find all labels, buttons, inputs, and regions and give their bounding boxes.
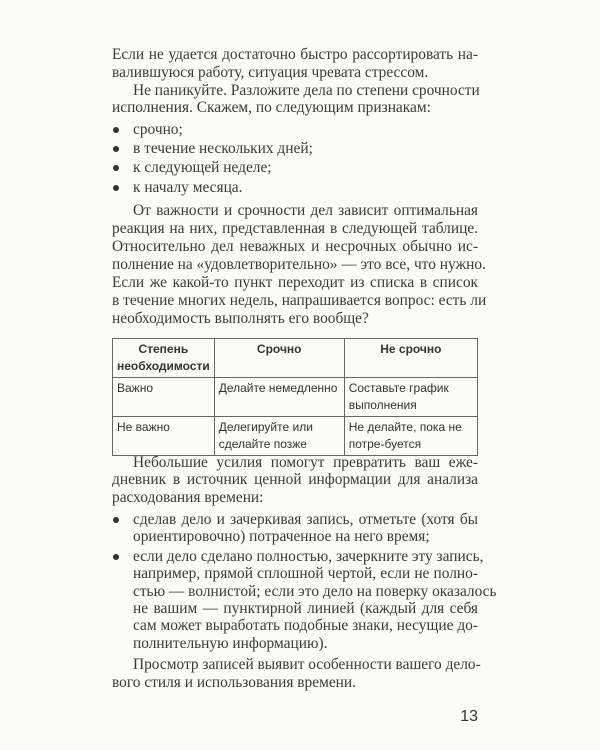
list-item-line: сделав дело и зачеркивая запись, отметьте (хотя бы	[133, 511, 478, 528]
table-row	[113, 417, 478, 456]
table-cell: Не важно	[113, 417, 215, 456]
page-number: 13	[460, 708, 478, 725]
table-cell: Не делайте, пока не потре-буется	[344, 417, 477, 456]
bullet-icon	[113, 165, 119, 171]
table-cell: Делайте немедленно	[214, 378, 344, 417]
paragraph-line: исполнения. Скажем, по следующим признакам:	[112, 99, 431, 116]
list-item: к следующей неделе;	[133, 159, 272, 176]
paragraph-line: реакция на них, представленная в следующей таблице.	[112, 220, 478, 237]
bullet-icon	[113, 554, 119, 560]
paragraph-line: Просмотр записей выявит особенности вашего дело-	[133, 656, 481, 673]
paragraph-line: Относительно дел неважных и несрочных обычно ис-	[112, 238, 478, 255]
list-item-line: например, прямой сплошной чертой, если не полно-	[133, 565, 478, 582]
table-row	[113, 378, 478, 417]
urgency-importance-table	[112, 338, 478, 456]
table-header: Не срочно	[344, 339, 477, 378]
paragraph-line: валившуюся работу, ситуация чревата стрессом.	[112, 64, 429, 81]
list-item-line: сам может выработать подобные знаки, несущие до-	[133, 617, 478, 634]
bullet-icon	[113, 517, 119, 523]
list-item-line: стью — волнистой; если это дело на поверку оказалось	[133, 583, 497, 600]
bullet-icon	[113, 127, 119, 133]
list-item-line: если дело сделано полностью, зачеркните эту запись,	[133, 548, 484, 565]
table-header: Степень необходимости	[113, 339, 215, 378]
table-cell: Составьте график выполнения	[344, 378, 477, 417]
list-item-line: не вашим — пунктирной линией (каждый для себя	[133, 600, 478, 617]
list-item: в течение нескольких дней;	[133, 140, 313, 157]
paragraph-line: полнение на «удовлетворительно» — это все, что нужно.	[112, 256, 486, 273]
table-header: Срочно	[214, 339, 344, 378]
paragraph-line: Если не удается достаточно быстро рассортировать на-	[112, 46, 478, 63]
list-item-line: ориентировочно) потраченное на него время;	[133, 528, 430, 545]
paragraph-line: Не паникуйте. Разложите дела по степени срочности	[133, 82, 480, 99]
paragraph-line: расходования времени:	[112, 489, 264, 506]
paragraph-line: вого стиля и использования времени.	[112, 674, 356, 691]
table-cell: Важно	[113, 378, 215, 417]
list-item-line: полнительную информацию).	[133, 635, 328, 652]
bullet-icon	[113, 185, 119, 191]
paragraph-line: дневник в источник ценной информации для анализа	[112, 471, 478, 488]
paragraph-line: От важности и срочности дел зависит оптимальная	[133, 202, 478, 219]
list-item: срочно;	[133, 121, 183, 138]
table-header-row	[113, 339, 478, 378]
bullet-icon	[113, 146, 119, 152]
table-cell: Делегируйте или сделайте позже	[214, 417, 344, 456]
list-item: к началу месяца.	[133, 179, 243, 196]
paragraph-line: Если же какой-то пункт переходит из списка в список	[112, 274, 478, 291]
paragraph-line: в течение многих недель, напрашивается вопрос: есть ли	[112, 292, 487, 309]
paragraph-line: Небольшие усилия помогут превратить ваш еже-	[133, 454, 478, 471]
paragraph-line: необходимость выполнять его вообще?	[112, 310, 369, 327]
